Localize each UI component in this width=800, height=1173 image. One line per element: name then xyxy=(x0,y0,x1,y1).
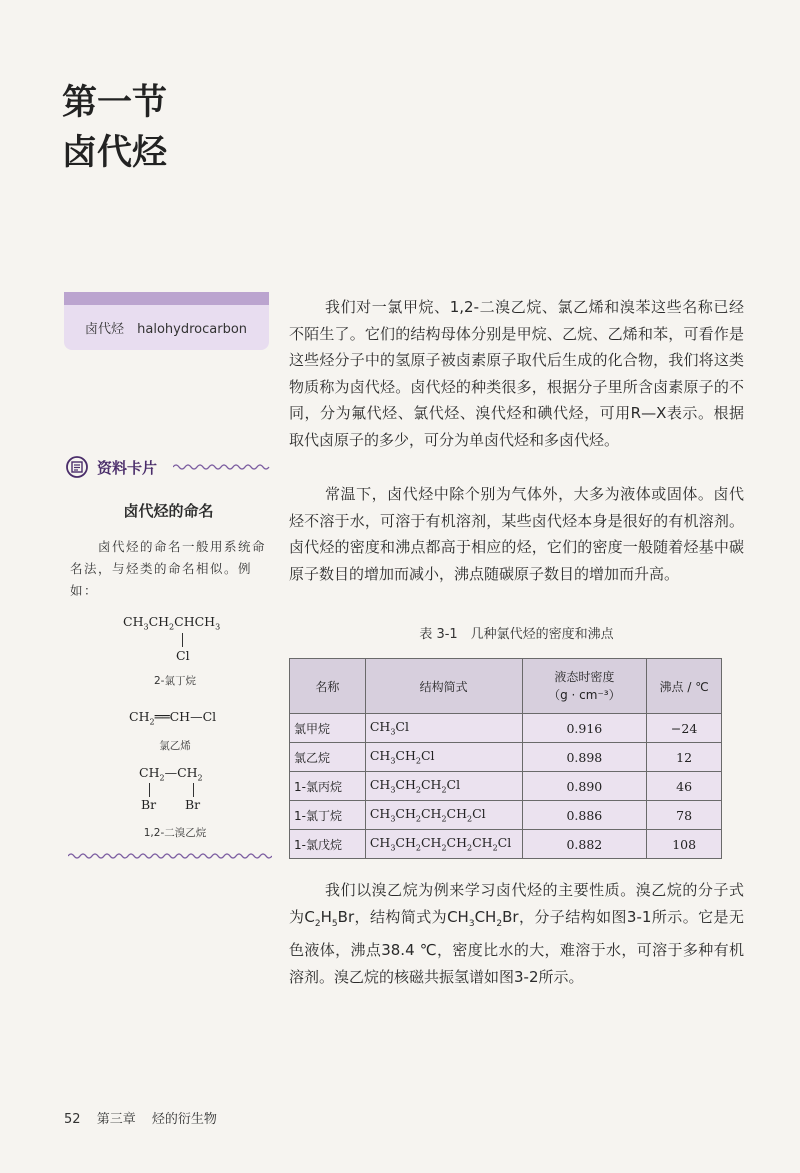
header-bp: 沸点 / ℃ xyxy=(647,659,722,714)
header-density xyxy=(522,659,647,714)
page-number: 52 xyxy=(64,1112,81,1127)
formula-vinyl-chloride: $CH_2══CH—Cl$ xyxy=(129,709,217,727)
cell-formula: $CH_3Cl$ xyxy=(365,714,522,743)
cell-formula: $CH_3CH_2CH_2CH_2CH_2Cl$ xyxy=(365,830,522,859)
cell-bp: 46 xyxy=(647,772,722,801)
formula-dibromoethane: $CH_2—CH_2$ xyxy=(139,765,203,783)
cell-formula: $CH_3CH_2CH_2CH_2Cl$ xyxy=(365,801,522,830)
header-density-line1: 液态时密度 xyxy=(554,670,615,684)
cell-density: 0.890 xyxy=(522,772,647,801)
cell-density: 0.882 xyxy=(522,830,647,859)
cell-bp: 108 xyxy=(647,830,722,859)
cell-bp: 12 xyxy=(647,743,722,772)
table-row xyxy=(290,772,722,801)
glossary-topbar xyxy=(64,292,269,305)
chapter-number: 第三章 xyxy=(96,1112,136,1127)
cell-formula: $CH_3CH_2Cl$ xyxy=(365,743,522,772)
page-footer xyxy=(64,1108,229,1127)
cell-name: 1-氯丁烷 xyxy=(290,801,366,830)
table-header-row xyxy=(290,659,722,714)
header-name: 名称 xyxy=(290,659,366,714)
table-row xyxy=(290,714,722,743)
bond-line-right xyxy=(193,783,194,797)
cell-bp: 78 xyxy=(647,801,722,830)
bond-line xyxy=(182,633,183,647)
info-card-body: 卤代烃的命名一般用系统命名法，与烃类的命名相似。例如： xyxy=(70,539,267,598)
cell-formula: $CH_3CH_2CH_2Cl$ xyxy=(365,772,522,801)
document-icon xyxy=(66,456,88,478)
formula-2-chlorobutane: $CH_3CH_2CHCH_3$ xyxy=(123,614,221,632)
table-row xyxy=(290,743,722,772)
table-caption: 表 3-1 几种氯代烃的密度和沸点 xyxy=(419,627,614,642)
wave-divider-top xyxy=(173,462,271,472)
header-formula: 结构简式 xyxy=(365,659,522,714)
cell-bp: −24 xyxy=(647,714,722,743)
header-density-line2: （g · cm⁻³） xyxy=(548,688,621,702)
paragraph-2: 常温下，卤代烃中除个别为气体外，大多为液体或固体。卤代烃不溶于水，可溶于有机溶剂，某些卤代烃本身是很好的有机溶剂。卤代烃的密度和沸点都高于相应的烃，它们的密度一般随着烃基中碳原子数目的增加而减小，沸点随碳原子数目的增加而升高。 xyxy=(289,485,744,583)
section-heading: 卤代烃 xyxy=(62,133,168,173)
cell-name: 1-氯戊烷 xyxy=(290,830,366,859)
paragraph-1: 我们对一氯甲烷、1,2-二溴乙烷、氯乙烯和溴苯这些名称已经不陌生了。它们的结构母体分别是甲烷、乙烷、乙烯和苯，可看作是这些烃分子中的氢原子被卤素原子取代后生成的化合物，我们将这类物质称为卤代烃。卤代烃的种类很多，根据分子里所含卤素原子的不同，分为氟代烃、氯代烃、溴代烃和碘代烃，可用R—X表示。根据取代卤原子的多少，可分为单卤代烃和多卤代烃。 xyxy=(289,298,744,449)
formula-br-right: Br xyxy=(185,797,201,812)
paragraph-3: 我们以溴乙烷为例来学习卤代烃的主要性质。溴乙烷的分子式为$C_2H_5Br$，结构简式为$CH_3CH_2Br$，分子结构如图3-1所示。它是无色液体，沸点38.4 ℃，密度比水的大，难溶于水，可溶于多种有机溶剂。溴乙烷的核磁共振氢谱如图3-2所示。 xyxy=(289,881,744,986)
example-label-2: 氯乙烯 xyxy=(159,740,191,752)
example-label-3: 1,2-二溴乙烷 xyxy=(143,827,207,839)
glossary-box xyxy=(64,292,269,350)
example-label-1: 2-氯丁烷 xyxy=(154,675,196,687)
bond-line-left xyxy=(149,783,150,797)
cell-name: 1-氯丙烷 xyxy=(290,772,366,801)
info-card-subtitle: 卤代烃的命名 xyxy=(123,502,214,520)
cell-density: 0.916 xyxy=(522,714,647,743)
glossary-term-cn: 卤代烃 xyxy=(85,322,125,337)
table-row xyxy=(290,801,722,830)
info-card-header xyxy=(66,454,271,480)
table-row xyxy=(290,830,722,859)
formula-cl: Cl xyxy=(176,648,190,663)
chapter-title: 烃的衍生物 xyxy=(151,1112,217,1127)
cell-name: 氯甲烷 xyxy=(290,714,366,743)
cell-density: 0.898 xyxy=(522,743,647,772)
cell-name: 氯乙烷 xyxy=(290,743,366,772)
formula-br-left: Br xyxy=(141,797,157,812)
cell-density: 0.886 xyxy=(522,801,647,830)
section-number: 第一节 xyxy=(62,83,168,123)
wave-divider-bottom xyxy=(68,851,272,861)
glossary-term-en: halohydrocarbon xyxy=(137,322,248,337)
info-card-label: 资料卡片 xyxy=(97,459,158,477)
chlorohydrocarbon-table xyxy=(289,658,722,859)
section-title xyxy=(62,78,167,178)
